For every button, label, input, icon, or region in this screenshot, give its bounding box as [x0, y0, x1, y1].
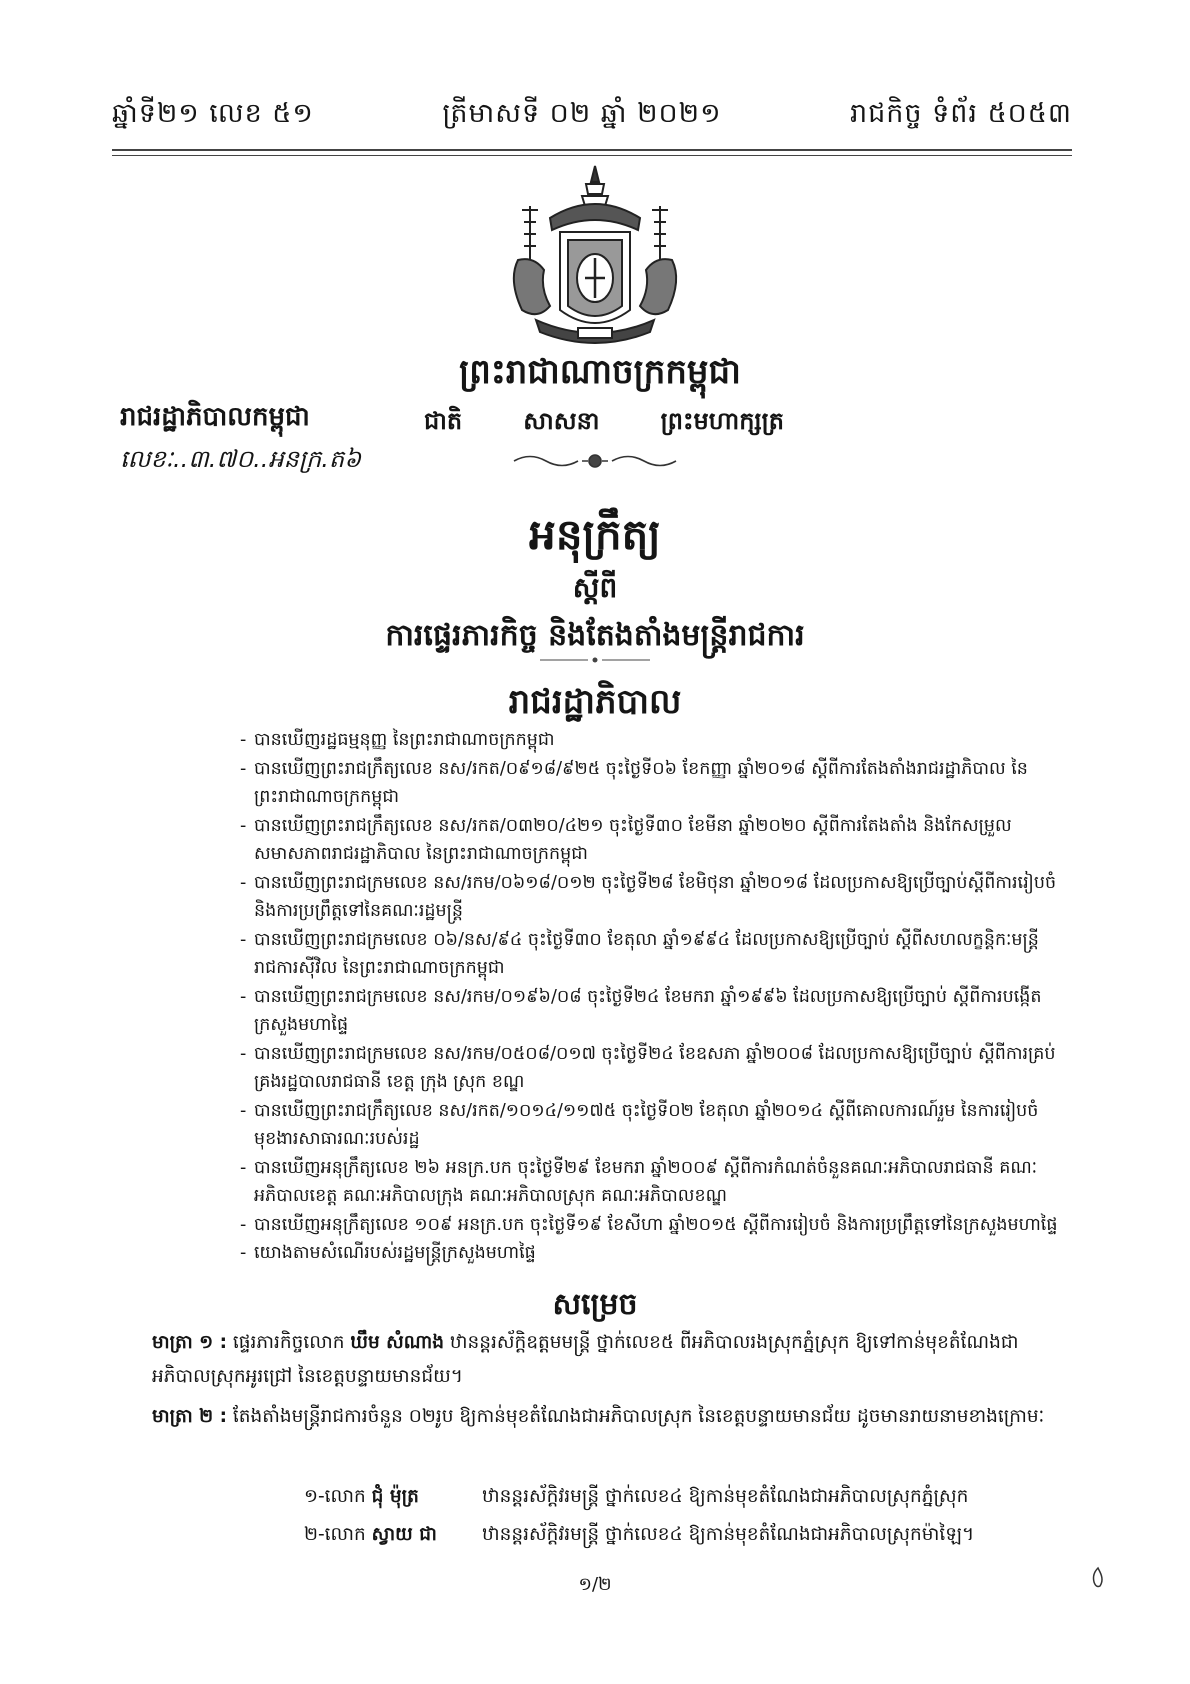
appointee-list — [304, 1478, 1064, 1554]
article-1 — [152, 1326, 1064, 1394]
article-2-label: មាត្រា ២ : — [152, 1406, 228, 1427]
article-2-text: តែងតាំងមន្ត្រីរាជការចំនួន ០២រូប ឱ្យកាន់មុខតំណែងជាអភិបាលស្រុក នៃខេត្តបន្ទាយមានជ័យ ដូចមានរាយនាមខាងក្រោមៈ — [232, 1406, 1045, 1427]
appointee-prefix: ១-លោក — [304, 1486, 366, 1507]
subject-divider — [540, 656, 650, 664]
article-2 — [152, 1400, 1064, 1434]
preamble-item: - បានឃើញព្រះរាជក្រឹត្យលេខ នស/រកត/០៩១៨/៩២៥ ចុះថ្ងៃទី០៦ ខែកញ្ញា ឆ្នាំ២០១៨ ស្តីពីការតែងតាំងរាជរដ្ឋាភិបាល នៃព្រះរាជាណាចក្រកម្ពុជា — [240, 755, 1060, 812]
preamble-item: - បានឃើញរដ្ឋធម្មនុញ្ញ នៃព្រះរាជាណាចក្រកម្ពុជា — [240, 726, 1060, 755]
document-about: ស្តីពី — [572, 571, 618, 604]
motto-religion: សាសនា — [523, 407, 600, 435]
decision-heading: សម្រេច — [552, 1287, 638, 1322]
issuing-government: រាជរដ្ឋាភិបាលកម្ពុជា — [120, 402, 310, 432]
appointee-row — [304, 1516, 1064, 1554]
article-1-text-after: ឋានន្តរស័ក្តិឧត្តមមន្ត្រី ថ្នាក់លេខ៥ ពីអភិបាលរងស្រុកភ្នំស្រុក ឱ្យទៅកាន់មុខតំណែងជាអភិបាលស្រុកអូរជ្រៅ នៃខេត្តបន្ទាយមានជ័យ។ — [152, 1332, 1019, 1387]
preamble-item: - បានឃើញព្រះរាជក្រមលេខ នស/រកម/០៦១៨/០១២ ចុះថ្ងៃទី២៨ ខែមិថុនា ឆ្នាំ២០១៨ ដែលប្រកាសឱ្យប្រើច្បាប់ស្តីពីការរៀបចំ និងការប្រព្រឹត្តទៅនៃគណៈរដ្ឋមន្ត្រី — [240, 869, 1060, 926]
decorative-divider-icon — [510, 450, 680, 472]
page-number: ១/២ — [578, 1574, 612, 1595]
initial-mark-icon — [1090, 1566, 1106, 1590]
header-gazette-page: រាជកិច្ច ទំព័រ ៥០៥៣ — [850, 97, 1072, 129]
issuer-heading: រាជរដ្ឋាភិបាល — [508, 682, 682, 722]
appointee-detail: ឋានន្តរស័ក្តិវរមន្ត្រី ថ្នាក់លេខ៤ ឱ្យកាន់មុខតំណែងជាអភិបាលស្រុកម៉ាឡៃ។ — [482, 1524, 975, 1545]
document-number: លេខៈ..៣.៧០..អនក្រ.ត៦ — [120, 445, 362, 473]
preamble-item: - បានឃើញព្រះរាជក្រឹត្យលេខ នស/រកត/១០១៤/១១៧៥ ចុះថ្ងៃទី០២ ខែតុលា ឆ្នាំ២០១៤ ស្តីពីគោលការណ៍រួម នៃការរៀបចំមុខងារសាធារណៈរបស់រដ្ឋ — [240, 1097, 1060, 1154]
header-date: ត្រីមាសទី ០២ ឆ្នាំ ២០២១ — [442, 97, 722, 129]
article-1-text-before: ផ្ទេរភារកិច្ចលោក — [232, 1332, 345, 1353]
preamble-item: - យោងតាមសំណើរបស់រដ្ឋមន្ត្រីក្រសួងមហាផ្ទៃ — [240, 1239, 1060, 1268]
preamble-item: - បានឃើញព្រះរាជក្រមលេខ នស/រកម/០១៩៦/០៨ ចុះថ្ងៃទី២៤ ខែមករា ឆ្នាំ១៩៩៦ ដែលប្រកាសឱ្យប្រើច្បាប់ ស្តីពីការបង្កើតក្រសួងមហាផ្ទៃ — [240, 983, 1060, 1040]
appointee-name: ស្វាយ ជា — [371, 1524, 437, 1545]
preamble-item: - បានឃើញព្រះរាជក្រមលេខ ០៦/នស/៩៤ ចុះថ្ងៃទី៣០ ខែតុលា ឆ្នាំ១៩៩៤ ដែលប្រកាសឱ្យប្រើច្បាប់ ស្តីពីសហលក្ខន្តិកៈមន្ត្រីរាជការស៊ីវិល នៃព្រះរាជាណាចក្រកម្ពុជា — [240, 926, 1060, 983]
appointee-name-cell — [304, 1478, 482, 1516]
kingdom-name: ព្រះរាជាណាចក្រកម្ពុជា — [459, 352, 741, 392]
gazette-header — [112, 92, 1072, 140]
preamble-item: - បានឃើញព្រះរាជក្រមលេខ នស/រកម/០៥០៨/០១៧ ចុះថ្ងៃទី២៤ ខែឧសភា ឆ្នាំ២០០៨ ដែលប្រកាសឱ្យប្រើច្បាប់ ស្តីពីការគ្រប់គ្រងរដ្ឋបាលរាជធានី ខេត្ត ក្រុង ស្រុក ខណ្ឌ — [240, 1040, 1060, 1097]
motto-nation: ជាតិ — [424, 407, 463, 435]
appointee-row — [304, 1478, 1064, 1516]
motto-king: ព្រះមហាក្សត្រ — [660, 407, 784, 435]
preamble-item: - បានឃើញព្រះរាជក្រឹត្យលេខ នស/រកត/០៣២០/៤២១ ចុះថ្ងៃទី៣០ ខែមីនា ឆ្នាំ២០២០ ស្តីពីការតែងតាំង និងកែសម្រួលសមាសភាពរាជរដ្ឋាភិបាល នៃព្រះរាជាណាចក្រកម្ពុជា — [240, 812, 1060, 869]
article-1-label: មាត្រា ១ : — [152, 1332, 228, 1353]
appointee-name-cell — [304, 1516, 482, 1554]
header-divider — [112, 149, 1072, 156]
appointee-detail: ឋានន្តរស័ក្តិវរមន្ត្រី ថ្នាក់លេខ៤ ឱ្យកាន់មុខតំណែងជាអភិបាលស្រុកភ្នំស្រុក — [482, 1486, 969, 1507]
preamble-list — [240, 726, 1060, 1268]
appointee-name: ជុំ ម៉ុត្រ — [371, 1486, 419, 1507]
preamble-item: - បានឃើញអនុក្រឹត្យលេខ ១០៩ អនក្រ.បក ចុះថ្ងៃទី១៩ ខែសីហា ឆ្នាំ២០១៥ ស្តីពីការរៀបចំ និងការប្រព្រឹត្តទៅនៃក្រសួងមហាផ្ទៃ — [240, 1211, 1060, 1240]
header-year-issue: ឆ្នាំទី២១ លេខ ៥១ — [112, 97, 314, 129]
article-1-person-name: ឃឹម សំណាង — [350, 1332, 444, 1353]
national-motto — [424, 406, 784, 441]
preamble-item: - បានឃើញអនុក្រឹត្យលេខ ២៦ អនក្រ.បក ចុះថ្ងៃទី២៩ ខែមករា ឆ្នាំ២០០៩ ស្តីពីការកំណត់ចំនួនគណៈអភិបាលរាជធានី គណៈអភិបាលខេត្ត គណៈអភិបាលក្រុង គណៈអភិបាលស្រុក គណៈអភិបាលខណ្ឌ — [240, 1154, 1060, 1211]
appointee-prefix: ២-លោក — [304, 1524, 366, 1545]
document-subject: ការផ្ទេរភារកិច្ច និងតែងតាំងមន្ត្រីរាជការ — [385, 618, 805, 653]
royal-coat-of-arms-icon — [500, 160, 690, 350]
document-type: អនុក្រឹត្យ — [529, 510, 661, 559]
